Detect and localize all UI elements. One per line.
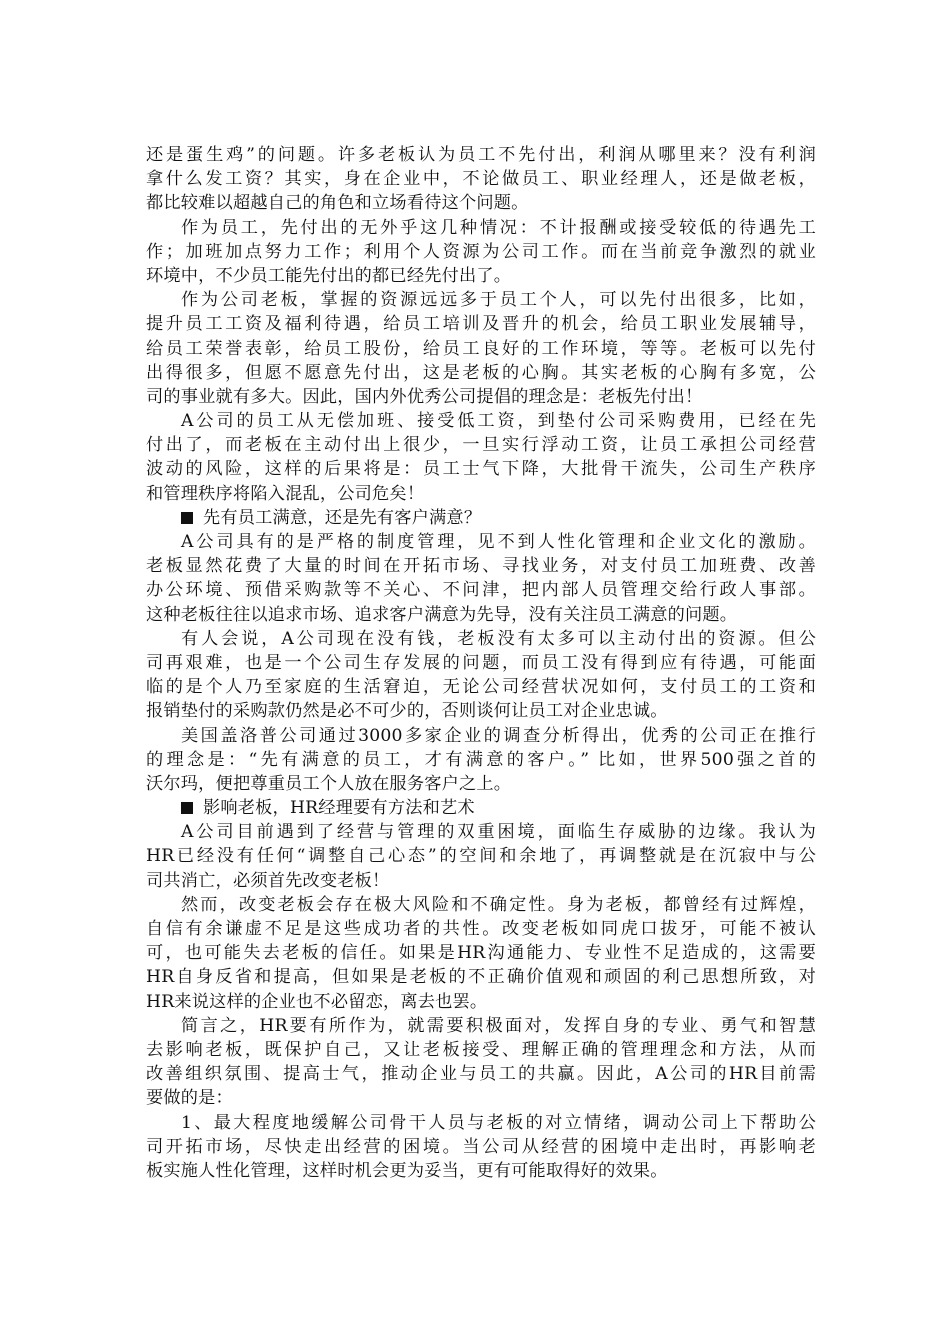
paragraph-line: 板实施人性化管理，这样时机会更为妥当，更有可能取得好的效果。	[146, 1160, 668, 1181]
paragraph-line: 拿什么发工资？其实，身在企业中，不论做员工、职业经理人，还是做老板，	[146, 169, 816, 190]
paragraph-line: 自信有余谦虚不足是这些成功者的共性。改变老板如同虎口拔牙，可能不被认	[146, 919, 816, 939]
paragraph-line: HR自身反省和提高，但如果是老板的不正确价值观和顽固的利己思想所致，对	[146, 967, 816, 988]
paragraph	[146, 627, 816, 724]
paragraph	[146, 1014, 816, 1111]
paragraph-line: 环境中，不少员工能先付出的都已经先付出了。	[146, 265, 512, 286]
paragraph-line: 付出了，而老板在主动付出上很少，一旦实行浮动工资，让员工承担公司经营	[146, 435, 816, 456]
paragraph-line: A公司的员工从无偿加班、接受低工资，到垫付公司采购费用，已经在先	[181, 411, 816, 432]
paragraph	[146, 409, 816, 506]
paragraph-line: 波动的风险，这样的后果将是：员工士气下降，大批骨干流失，公司生产秩序	[146, 459, 816, 480]
paragraph	[146, 1111, 816, 1184]
paragraph	[146, 216, 816, 289]
paragraph-line: 去影响老板，既保护自己，又让老板接受、理解正确的管理理念和方法，从而	[146, 1039, 816, 1060]
paragraph-line: 出得很多，但愿不愿意先付出，这是老板的心胸。其实老板的心胸有多宽，公	[146, 362, 816, 383]
square-bullet-icon	[181, 512, 193, 524]
paragraph-line: HR已经没有任何“调整自己心态”的空间和余地了，再调整就是在沉寂中与公	[146, 846, 816, 867]
paragraph-line: 司共消亡，必须首先改变老板！	[146, 870, 390, 891]
paragraph	[146, 724, 816, 797]
paragraph-line: 可，也可能失去老板的信任。如果是HR沟通能力、专业性不足造成的，这需要	[146, 943, 816, 964]
paragraph-line: 沃尔玛，便把尊重员工个人放在服务客户之上。	[146, 773, 512, 794]
paragraph-line: 有人会说，A公司现在没有钱，老板没有太多可以主动付出的资源。但公	[181, 628, 816, 649]
paragraph-line: 司的事业就有多大。因此，国内外优秀公司提倡的理念是：老板先付出！	[146, 386, 703, 407]
paragraph-line: 和管理秩序将陷入混乱，公司危矣！	[146, 483, 425, 504]
paragraph-line: 司再艰难，也是一个公司生存发展的问题，而员工没有得到应有待遇，可能面	[146, 652, 816, 673]
section-heading	[146, 506, 816, 530]
paragraph-line: 临的是个人乃至家庭的生活窘迫，无论公司经营状况如何，支付员工的工资和	[146, 677, 816, 698]
paragraph-line: 改善组织氛围、提高士气，推动企业与员工的共赢。因此，A公司的HR目前需	[146, 1064, 816, 1085]
paragraph-line: 美国盖洛普公司通过3000多家企业的调查分析得出，优秀的公司正在推行	[181, 725, 816, 746]
paragraph-line: 简言之，HR要有所作为，就需要积极面对，发挥自身的专业、勇气和智慧	[181, 1015, 816, 1036]
paragraph	[146, 288, 816, 409]
paragraph-line: A公司目前遇到了经营与管理的双重困境，面临生存威胁的边缘。我认为	[181, 822, 816, 843]
paragraph-line: 作为公司老板，掌握的资源远远多于员工个人，可以先付出很多，比如，	[181, 290, 816, 311]
section-heading-text: 影响老板，HR经理要有方法和艺术	[203, 798, 475, 819]
paragraph-line: 都比较难以超越自己的角色和立场看待这个问题。	[146, 193, 529, 214]
paragraph-line: 1、最大程度地缓解公司骨干人员与老板的对立情绪，调动公司上下帮助公	[181, 1112, 816, 1133]
paragraph-line: 的理念是：“先有满意的员工，才有满意的客户。” 比如，世界500强之首的	[146, 749, 816, 770]
paragraph-line: HR来说这样的企业也不必留恋，离去也罢。	[146, 991, 488, 1012]
paragraph-line: 老板显然花费了大量的时间在开拓市场、寻找业务，对支付员工加班费、改善	[146, 556, 816, 577]
paragraph-line: 办公环境、预借采购款等不关心、不问津，把内部人员管理交给行政人事部。	[146, 580, 816, 601]
paragraph	[146, 820, 816, 893]
section-heading-text: 先有员工满意，还是先有客户满意？	[203, 507, 482, 528]
paragraph-line: 报销垫付的采购款仍然是必不可少的，否则谈何让员工对企业忠诚。	[146, 701, 668, 722]
paragraph	[146, 530, 816, 627]
paragraph	[146, 143, 816, 216]
paragraph-line: 司开拓市场，尽快走出经营的困境。当公司从经营的困境中走出时，再影响老	[146, 1136, 816, 1157]
paragraph	[146, 893, 816, 1014]
paragraph-line: 作为员工，先付出的无外乎这几种情况：不计报酬或接受较低的待遇先工	[181, 217, 816, 238]
article-body	[146, 143, 816, 1183]
paragraph-line: 然而，改变老板会存在极大风险和不确定性。身为老板，都曾经有过辉煌，	[181, 894, 816, 915]
paragraph-line: 提升员工工资及福利待遇，给员工培训及晋升的机会，给员工职业发展辅导，	[146, 314, 816, 335]
paragraph-line: 给员工荣誉表彰，给员工股份，给员工良好的工作环境，等等。老板可以先付	[146, 338, 816, 359]
paragraph-line: 要做的是：	[146, 1088, 233, 1109]
square-bullet-icon	[181, 802, 193, 814]
paragraph-line: 这种老板往往以追求市场、追求客户满意为先导，没有关注员工满意的问题。	[146, 604, 738, 625]
paragraph-line: 作；加班加点努力工作；利用个人资源为公司工作。而在当前竞争激烈的就业	[146, 241, 816, 262]
section-heading	[146, 796, 816, 820]
paragraph-line: 还是蛋生鸡”的问题。许多老板认为员工不先付出，利润从哪里来？没有利润	[146, 145, 816, 165]
paragraph-line: A公司具有的是严格的制度管理，见不到人性化管理和企业文化的激励。	[181, 532, 816, 552]
